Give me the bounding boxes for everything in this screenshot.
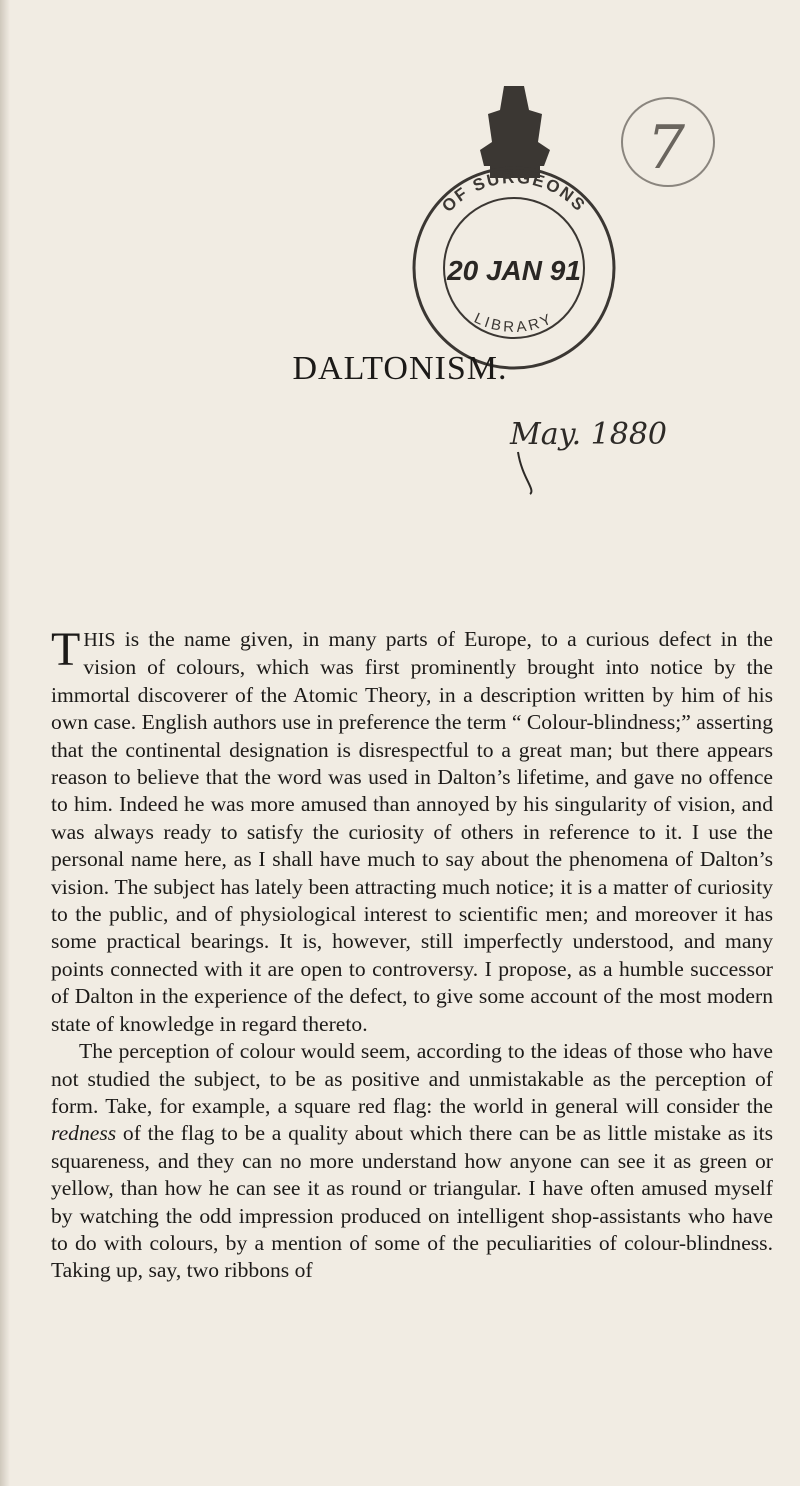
folio-number: 7 [646,113,686,183]
paragraph-2-italic: redness [51,1121,117,1146]
stamp-date: 20 JAN 91 [447,255,581,286]
handwritten-date: May. 1880 [510,417,667,452]
paragraph-2-text-b: of the flag to be a quality about which there can be as little mistake as its squareness, and they can no more understand how anyone can see it as green or yellow, than how he can see it as round or triangular. I have often amused myself by watching the odd impression produced on intelligent shop-assistants who have to do with colours, by a mention of some of the peculiarities of colour-blindness. Taking up, say, two ribbons of [51,1121,773,1283]
page-edge-shadow [0,0,10,1486]
stamp-top-text: OF SURGEONS [438,167,590,216]
paragraph-1 [51,623,773,1038]
body-text [51,623,773,1285]
stamp-bottom-text: LIBRARY [471,309,557,337]
paragraph-2 [51,1038,773,1285]
svg-text:OF SURGEONS [438,168,590,216]
page-title: DALTONISM. [292,350,508,387]
folio-mark [612,86,724,196]
paragraph-2-text-a: The perception of colour would seem, according to the ideas of those who have not studied the subject, to be as positive and unmistakable as the perception of form. Take, for example, a square red flag: the world in general will consider the [51,1039,773,1118]
crest-icon [480,86,550,178]
paragraph-1-text: is the name given, in many parts of Europe, to a curious defect in the vision of colours, which was first prominently brought into notice by the immortal discoverer of the Atomic Theory, in a description written by him of his own case. English authors use in preference the term “ Colour-blindness;” asserting that the continental designation is disrespectful to a great man; but there appears reason to believe that the word was used in Dalton’s lifetime, and gave no offence to him. Indeed he was more amused than annoyed by his singularity of vision, and was always ready to satisfy the curiosity of others in reference to it. I use the personal name here, as I shall have much to say about the phenomena of Dalton’s vision. The subject has lately been attracting much notice; it is a matter of curiosity to the public, and of physiological interest to scientific men; and moreover it has some practical bearings. It is, however, still imperfectly understood, and many points connected with it are open to controversy. I propose, as a humble successor of Dalton in the experience of the defect, to give some account of the most modern state of knowledge in regard thereto. [51,627,773,1036]
first-word: HIS [83,629,116,651]
drop-cap: T [51,623,81,676]
handwritten-note [500,398,740,498]
